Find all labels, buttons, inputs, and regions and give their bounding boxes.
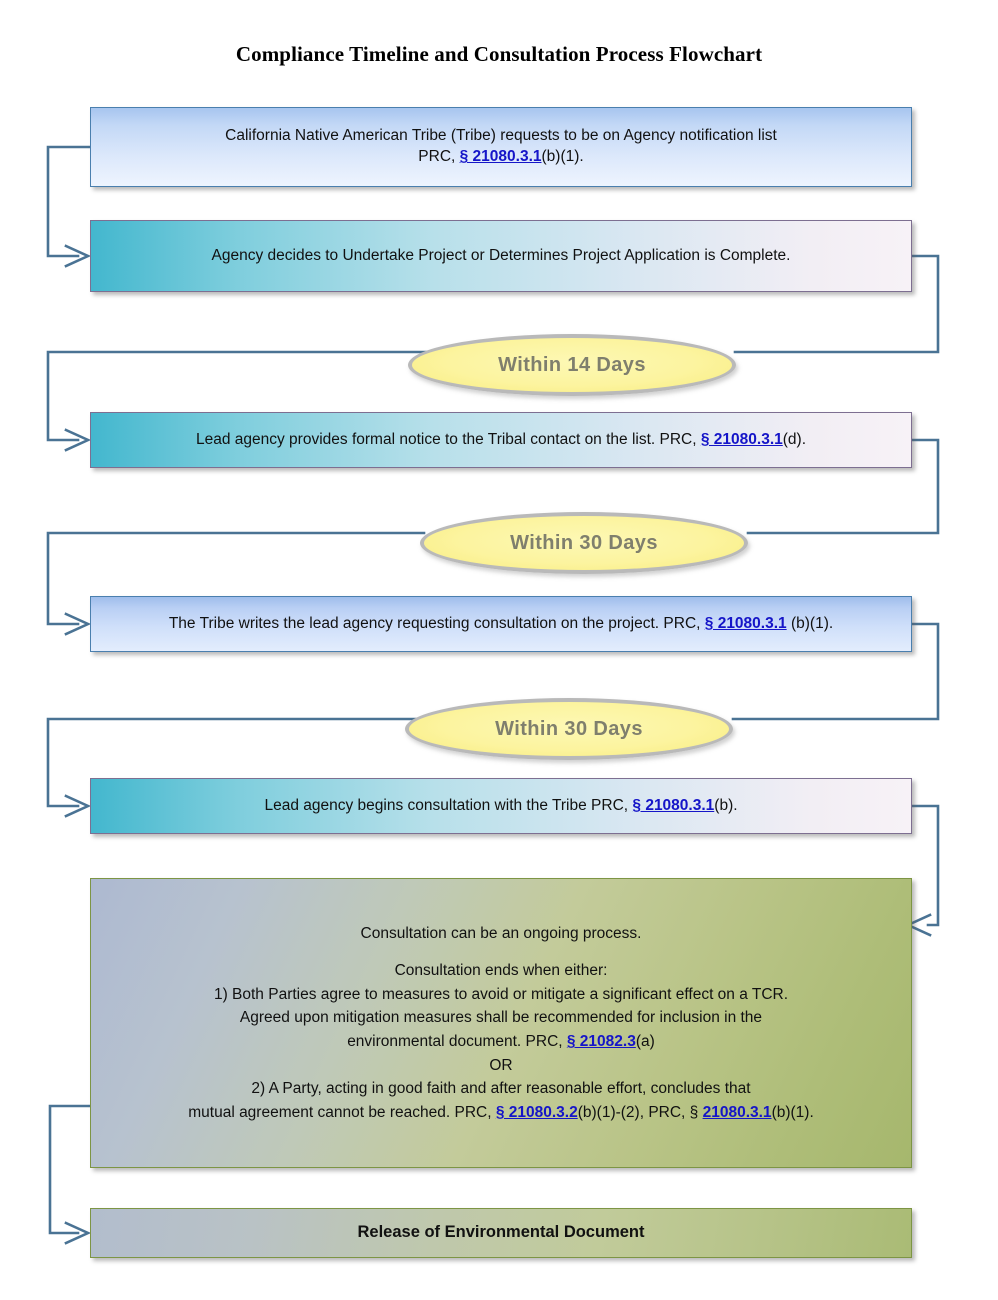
arrowhead-into-box4	[66, 614, 88, 634]
node-tribe-requests-consultation[interactable]	[90, 596, 912, 652]
node-line-2-prefix: PRC,	[418, 148, 460, 165]
consultation-or-divider: OR	[489, 1056, 513, 1074]
connector-consultation-to-release	[50, 1106, 92, 1233]
node-text	[91, 614, 911, 635]
timer-ellipse-30-days-first	[420, 512, 748, 574]
node-line-1: California Native American Tribe (Tribe) requests to be on Agency notification list	[225, 127, 777, 145]
node-text: Agency decides to Undertake Project or Determines Project Application is Complete.	[211, 246, 791, 264]
arrowhead-into-box5	[66, 796, 88, 816]
statute-link-21082-3[interactable]: § 21082.3	[566, 1033, 636, 1050]
node-text	[91, 126, 911, 167]
statute-link-21080-3-1[interactable]: 21080.3.1	[702, 1103, 772, 1121]
arrowhead-into-box3	[66, 430, 88, 450]
node-text-suffix: (b)(1).	[786, 614, 834, 632]
consultation-condition-2-cite-suffix: (b)(1).	[771, 1103, 814, 1121]
connector-box5-to-consultation	[910, 806, 938, 925]
timer-label: Within 30 Days	[510, 531, 658, 554]
statute-link-21080-3-1[interactable]: § 21080.3.1	[704, 614, 787, 632]
consultation-condition-1-cite-prefix: environmental document. PRC,	[347, 1033, 567, 1050]
arrowhead-into-box2	[66, 246, 88, 266]
node-text	[91, 796, 911, 817]
consultation-ongoing-line: Consultation can be an ongoing process.	[360, 924, 642, 942]
statute-link-21080-3-1[interactable]: § 21080.3.1	[700, 430, 783, 448]
timer-ellipse-30-days-second	[405, 698, 733, 760]
node-text-suffix: (b).	[714, 796, 738, 814]
node-text-prefix: Lead agency provides formal notice to the Tribal contact on the list. PRC,	[195, 430, 701, 448]
node-text	[91, 430, 911, 451]
consultation-condition-2: 2) A Party, acting in good faith and after reasonable effort, concludes that	[251, 1080, 751, 1098]
arrowhead-into-release	[66, 1223, 88, 1243]
node-text-suffix: (d).	[782, 430, 807, 448]
node-text-prefix: Lead agency begins consultation with the Tribe PRC,	[264, 796, 633, 814]
statute-link-21080-3-1[interactable]: § 21080.3.1	[459, 148, 542, 165]
node-line-2-suffix: (b)(1).	[541, 148, 584, 165]
node-consultation-process[interactable]	[90, 878, 912, 1168]
node-text	[91, 922, 911, 1124]
connector-box1-to-box2	[48, 147, 92, 256]
spacer	[109, 945, 893, 959]
consultation-condition-1-cont: Agreed upon mitigation measures shall be recommended for inclusion in the	[239, 1009, 763, 1027]
page-title: Compliance Timeline and Consultation Process Flowchart	[235, 42, 763, 66]
node-tribe-requests-listing[interactable]	[90, 107, 912, 187]
node-lead-agency-begins-consultation[interactable]	[90, 778, 912, 834]
timer-ellipse-14-days	[408, 334, 736, 396]
node-text-prefix: The Tribe writes the lead agency requesting consultation on the project. PRC,	[168, 614, 705, 632]
node-lead-agency-formal-notice[interactable]	[90, 412, 912, 468]
timer-label: Within 30 Days	[495, 717, 643, 740]
node-release-environmental-document[interactable]	[90, 1208, 912, 1258]
timer-label: Within 14 Days	[498, 353, 646, 376]
consultation-condition-1: 1) Both Parties agree to measures to avoid or mitigate a significant effect on a TCR.	[213, 985, 789, 1003]
consultation-condition-2-cite-prefix: mutual agreement cannot be reached. PRC,	[188, 1103, 496, 1121]
statute-link-21080-3-1[interactable]: § 21080.3.1	[632, 796, 715, 814]
consultation-condition-2-cite-mid: (b)(1)-(2), PRC, §	[577, 1103, 703, 1121]
node-text: Release of Environmental Document	[357, 1223, 645, 1242]
statute-link-21080-3-2[interactable]: § 21080.3.2	[495, 1103, 578, 1121]
consultation-ends-when-line: Consultation ends when either:	[394, 962, 608, 980]
node-agency-decides[interactable]	[90, 220, 912, 292]
consultation-condition-1-cite-suffix: (a)	[635, 1033, 655, 1050]
